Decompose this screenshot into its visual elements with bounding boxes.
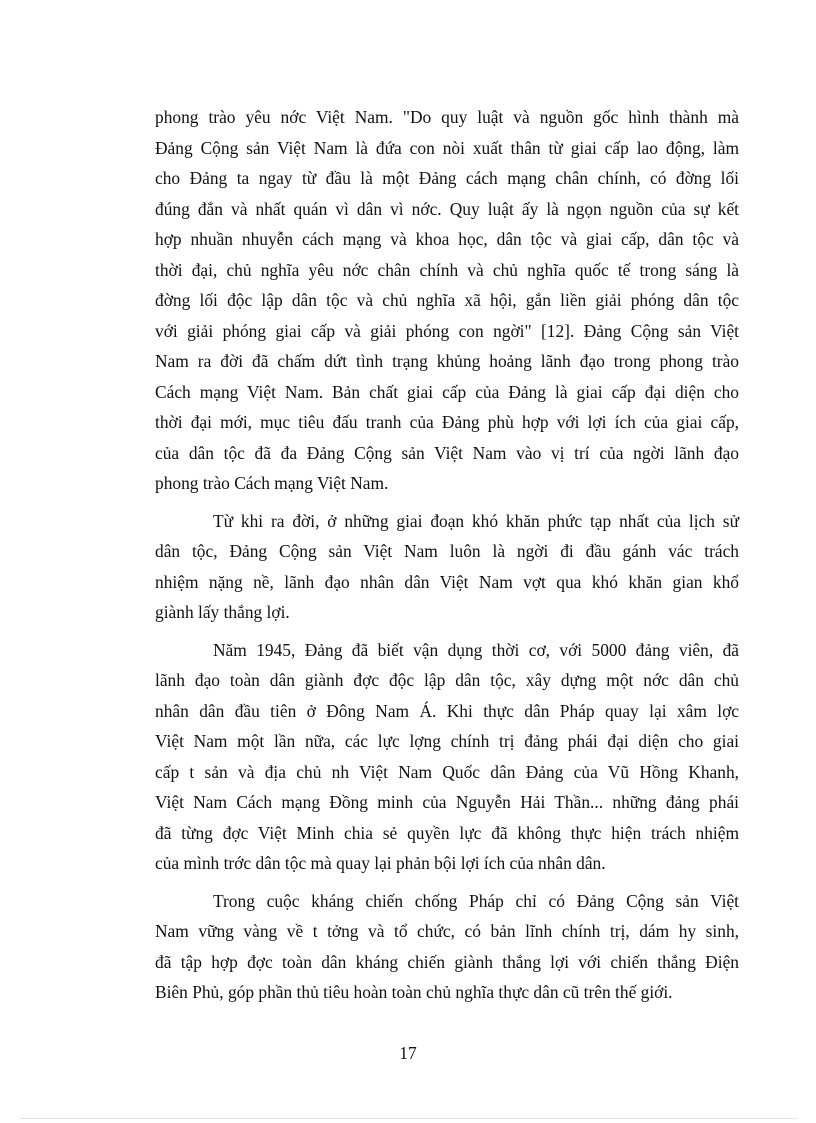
text-line: lãnh đạo toàn dân giành đợc độc lập dân tộc, xây dựng một nớc dân chủ xyxy=(155,670,739,690)
text-line: cho Đảng ta ngay từ đầu là một Đảng cách mạng chân chính, có đờng lối xyxy=(155,168,739,188)
text-line: thời đại, chủ nghĩa yêu nớc chân chính và chủ nghĩa quốc tế trong sáng là xyxy=(155,259,739,280)
text-line: đã từng đợc Việt Minh chia sẻ quyền lực đã không thực hiện trách nhiệm xyxy=(155,822,739,843)
text-line: của dân tộc đã đa Đảng Cộng sản Việt Nam vào vị trí của ngời lãnh đạo xyxy=(155,442,739,463)
paragraph-1 xyxy=(155,102,739,499)
text-line: giành lấy thắng lợi. xyxy=(155,602,290,622)
text-line: Cách mạng Việt Nam. Bản chất giai cấp của Đảng là giai cấp đại diện cho xyxy=(155,381,739,402)
text-line: Nam vững vàng về t tởng và tổ chức, có bản lĩnh chính trị, dám hy sinh, xyxy=(155,921,739,941)
document-body xyxy=(155,102,739,1008)
paragraph-2 xyxy=(155,506,739,628)
text-line: của mình trớc dân tộc mà quay lại phản bội lợi ích của nhân dân. xyxy=(155,853,606,873)
text-line: phong trào yêu nớc Việt Nam. "Do quy luật và nguồn gốc hình thành mà xyxy=(155,107,739,127)
text-line: đúng đắn và nhất quán vì dân vì nớc. Quy luật ấy là ngọn nguồn của sự kết xyxy=(155,198,739,219)
text-line: Việt Nam một lần nữa, các lực lợng chính trị đảng phái đại diện cho giai xyxy=(155,731,739,751)
text-line: cấp t sản và địa chủ nh Việt Nam Quốc dân Đảng của Vũ Hồng Khanh, xyxy=(155,761,739,782)
text-line: đờng lối độc lập dân tộc và chủ nghĩa xã hội, gắn liền giải phóng dân tộc xyxy=(155,290,739,310)
paragraph-4 xyxy=(155,886,739,1008)
text-line: với giải phóng giai cấp và giải phóng con ngời" [12]. Đảng Cộng sản Việt xyxy=(155,320,739,341)
text-line: Năm 1945, Đảng đã biết vận dụng thời cơ, với 5000 đảng viên, đã xyxy=(213,639,739,660)
text-line: Đảng Cộng sản Việt Nam là đứa con nòi xuất thân từ giai cấp lao động, làm xyxy=(155,137,739,158)
text-line: nhân dân đầu tiên ở Đông Nam Á. Khi thực dân Pháp quay lại xâm lợc xyxy=(155,700,739,721)
text-line: nhiệm nặng nề, lãnh đạo nhân dân Việt Nam vợt qua khó khăn gian khổ xyxy=(155,571,739,592)
text-line: Từ khi ra đời, ở những giai đoạn khó khăn phức tạp nhất của lịch sử xyxy=(213,510,739,531)
text-line: phong trào Cách mạng Việt Nam. xyxy=(155,473,389,493)
text-line: Việt Nam Cách mạng Đồng minh của Nguyễn Hải Thần... những đảng phái xyxy=(155,792,739,812)
text-line: Trong cuộc kháng chiến chống Pháp chỉ có Đảng Cộng sản Việt xyxy=(213,890,739,911)
text-line: đã tập hợp đợc toàn dân kháng chiến giành thắng lợi với chiến thắng Điện xyxy=(155,951,739,972)
page-bottom-divider xyxy=(20,1118,796,1119)
text-line: thời đại mới, mục tiêu đấu tranh của Đảng phù hợp với lợi ích của giai cấp, xyxy=(155,412,739,432)
page-number: 17 xyxy=(399,1043,417,1063)
text-line: hợp nhuần nhuyễn cách mạng và khoa học, dân tộc và giai cấp, dân tộc và xyxy=(155,229,739,249)
text-line: Biên Phủ, góp phần thủ tiêu hoàn toàn chủ nghĩa thực dân cũ trên thế giới. xyxy=(155,982,673,1002)
text-line: dân tộc, Đảng Cộng sản Việt Nam luôn là ngời đi đầu gánh vác trách xyxy=(155,541,739,561)
paragraph-3 xyxy=(155,635,739,879)
text-line: Nam ra đời đã chấm dứt tình trạng khủng hoảng lãnh đạo trong phong trào xyxy=(155,351,739,371)
